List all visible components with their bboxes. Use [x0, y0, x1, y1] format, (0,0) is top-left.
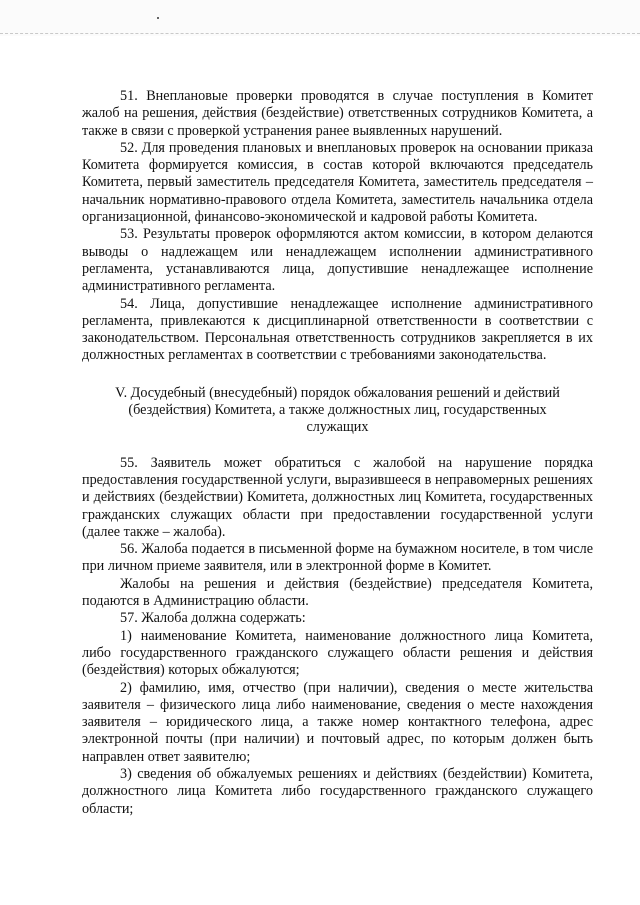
document-page [82, 88, 593, 818]
paragraph-54: 54. Лица, допустившие ненадлежащее исполнение административного регламента, привлекаются к дисциплинарной ответственности в соответствии с законодательством. Персональная ответственность сотрудников закрепляется в их должностных регламентах в соответствии с требованиями законодательства. [82, 295, 593, 364]
scan-top-margin [0, 0, 640, 36]
scan-speck [157, 17, 159, 19]
list-item-1: 1) наименование Комитета, наименование должностного лица Комитета, либо государственного гражданского служащего области решения и действия (бездействия) которых обжалуются; [82, 627, 593, 679]
section-heading [82, 385, 593, 437]
paragraph-53: 53. Результаты проверок оформляются актом комиссии, в котором делаются выводы о надлежащем или ненадлежащем исполнении административного регламента, устанавливаются лица, допустившие ненадлежащее исполнение административного регламента. [82, 226, 593, 295]
paragraph-51: 51. Внеплановые проверки проводятся в случае поступления в Комитет жалоб на решения, действия (бездействие) ответственных сотрудников Комитета, а также в связи с проверкой устранения ранее выявленных нарушений. [82, 88, 593, 139]
list-item-3: 3) сведения об обжалуемых решениях и действиях (бездействии) Комитета, должностного лица Комитета либо государственного гражданского служащего области; [82, 765, 593, 817]
paragraph-57: 57. Жалоба должна содержать: [120, 610, 306, 627]
section-heading-line-3: служащих [306, 419, 369, 436]
list-item-2: 2) фамилию, имя, отчество (при наличии), сведения о месте жительства заявителя – физического лица либо наименование, сведения о месте нахождения заявителя – юридического лица, а также номер контактного телефона, адрес электронной почты (при наличии) и почтовый адрес, по которым должен быть направлен ответ заявителю; [82, 679, 593, 765]
paragraph-55: 55. Заявитель может обратиться с жалобой на нарушение порядка предоставления государственной услуги, выразившееся в неправомерных решениях и действиях (бездействии) Комитета, должностных лиц Комитета, государственных гражданских служащих области при предоставлении государственной услуги (далее также – жалоба). [82, 454, 593, 540]
scan-fold-line [0, 33, 640, 34]
paragraph-52: 52. Для проведения плановых и внеплановых проверок на основании приказа Комитета формируется комиссия, в состав которой включаются председатель Комитета, первый заместитель председателя Комитета, заместитель председателя – начальник нормативно-правового отдела Комитета, заместитель начальника отдела организационной, финансово-экономической и кадровой работы Комитета. [82, 139, 593, 226]
section-heading-line-2: (бездействия) Комитета, а также должностных лиц, государственных [128, 402, 547, 419]
section-heading-line-1: V. Досудебный (внесудебный) порядок обжалования решений и действий [115, 384, 560, 401]
paragraph-56: 56. Жалоба подается в письменной форме на бумажном носителе, в том числе при личном приеме заявителя, или в электронной форме в Комитет. [82, 541, 593, 575]
paragraph-56-chairman-complaints: Жалобы на решения и действия (бездействие) председателя Комитета, подаются в Администрацию области. [82, 575, 593, 610]
